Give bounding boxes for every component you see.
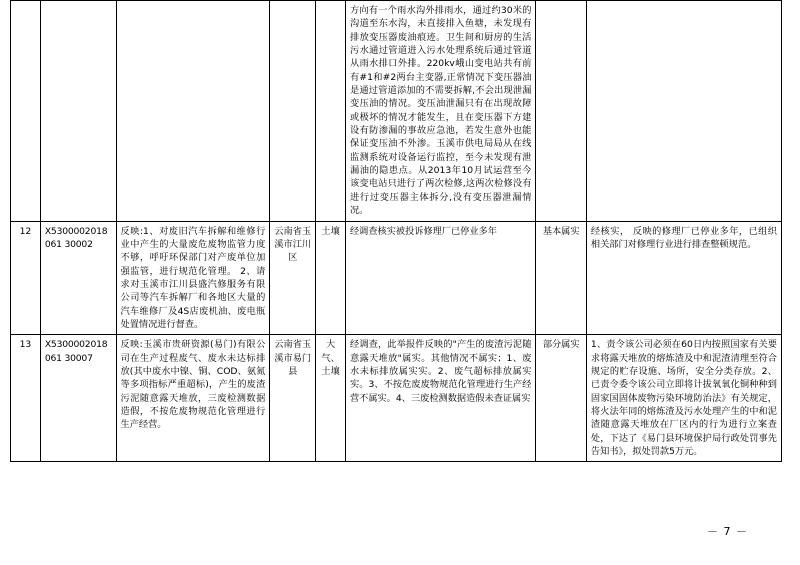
row-truth: 基本属实 — [536, 221, 586, 335]
table-row — [11, 335, 782, 462]
row-number: 13 — [11, 335, 41, 462]
row-code: X5300002018061 30007 — [40, 335, 116, 462]
row-number — [11, 1, 41, 222]
row-type — [316, 1, 346, 222]
row-code — [40, 1, 116, 222]
row-type: 土壤 — [316, 221, 346, 335]
row-number: 12 — [11, 221, 41, 335]
inspection-record-table — [10, 0, 782, 462]
row-type: 大气、土壤 — [316, 335, 346, 462]
row-result: 经调查核实被投诉修理厂已停业多年 — [346, 221, 536, 335]
row-handle: 经核实， 反映的修理厂已停业多年，已组织相关部门对修理行业进行排查整顿规范。 — [586, 221, 781, 335]
row-code: X5300002018061 30002 — [40, 221, 116, 335]
row-region — [270, 1, 316, 222]
row-handle — [586, 1, 781, 222]
row-region: 云南省玉溪市江川区 — [270, 221, 316, 335]
page-number: － 7 － — [707, 525, 748, 538]
row-content — [116, 1, 270, 222]
table-row — [11, 1, 782, 222]
row-handle: 1、责令该公司必须在60日内按照国家有关要求将露天堆放的熔炼渣及中和泥渣清理至符合规定的贮存设施、场所，安全分类存放。2、已责令委令该公司立即将计拔氧氧化铜种种到固家国固体废物污染环境防治法》有关规定，将火法年同的熔炼渣及污水处理产生的中和泥渣随意露天堆放在厂区内的行为进行立案查处，下达了《易门县环境保护局行政处罚事先告知书》，拟处罚款5万元。 — [586, 335, 781, 462]
row-truth: 部分属实 — [536, 335, 586, 462]
row-truth — [536, 1, 586, 222]
row-result: 方向有一个雨水沟外排雨水，通过约30米的沟道至东水沟，未直接排入鱼塘，未发现有排放变压器废油痕迹。卫生间和厨房的生活污水通过管道进入污水处理系统后通过管道从雨水排口外排。220kv峨山变电站共有前有#1和#2两台主变器,正常情况下变压器油是通过管道添加的不需要拆解,不会出现泄漏变压油的情况。变压油泄漏只有在出现故障或极坏的情况才能发生，且在变压器下方建设有防渗漏的事故应急池，若发生意外也能保证变压油不外渗。玉溪市供电局局从在线监测系统对设备运行监控，至今未发现有泄漏油的隐患点。从2013年10月试运营至今该变电站只进行了两次检修,这两次检修没有进行过变压器主体拆分,没有变压器泄漏情况。 — [346, 1, 536, 222]
row-result: 经调查，此举报件反映的"产生的废渣污泥随意露天堆放"属实。其他情况不属实；1、废水未标排放属实实。2、废气超标排放属实实。3、不按危废废物规范化管理进行生产经营不属实。4、三废检测数据造假未查证属实 — [346, 335, 536, 462]
row-region: 云南省玉溪市易门县 — [270, 335, 316, 462]
table-row — [11, 221, 782, 335]
row-content: 反映:1、对废旧汽车拆解和维修行业中产生的大量废危废物监管力度不够，呼吁环保部门对产废单位加强监管，进行规范化管理。 2、请求对玉溪市江川县盛汽修服务有限公司等汽车拆解厂和各地区大量的汽车维修厂及4S店废机油、废电瓶处置情况进行督查。 — [116, 221, 270, 335]
row-content: 反映:玉溪市贵研资源(易门)有限公司在生产过程废气、废水未达标排放(其中废水中镍、铜、COD、氨氮等多项指标严重超标)，产生的废渣污泥随意露天堆放，三废检测数据造假，不按危废物规范化管理进行生产经营。 — [116, 335, 270, 462]
